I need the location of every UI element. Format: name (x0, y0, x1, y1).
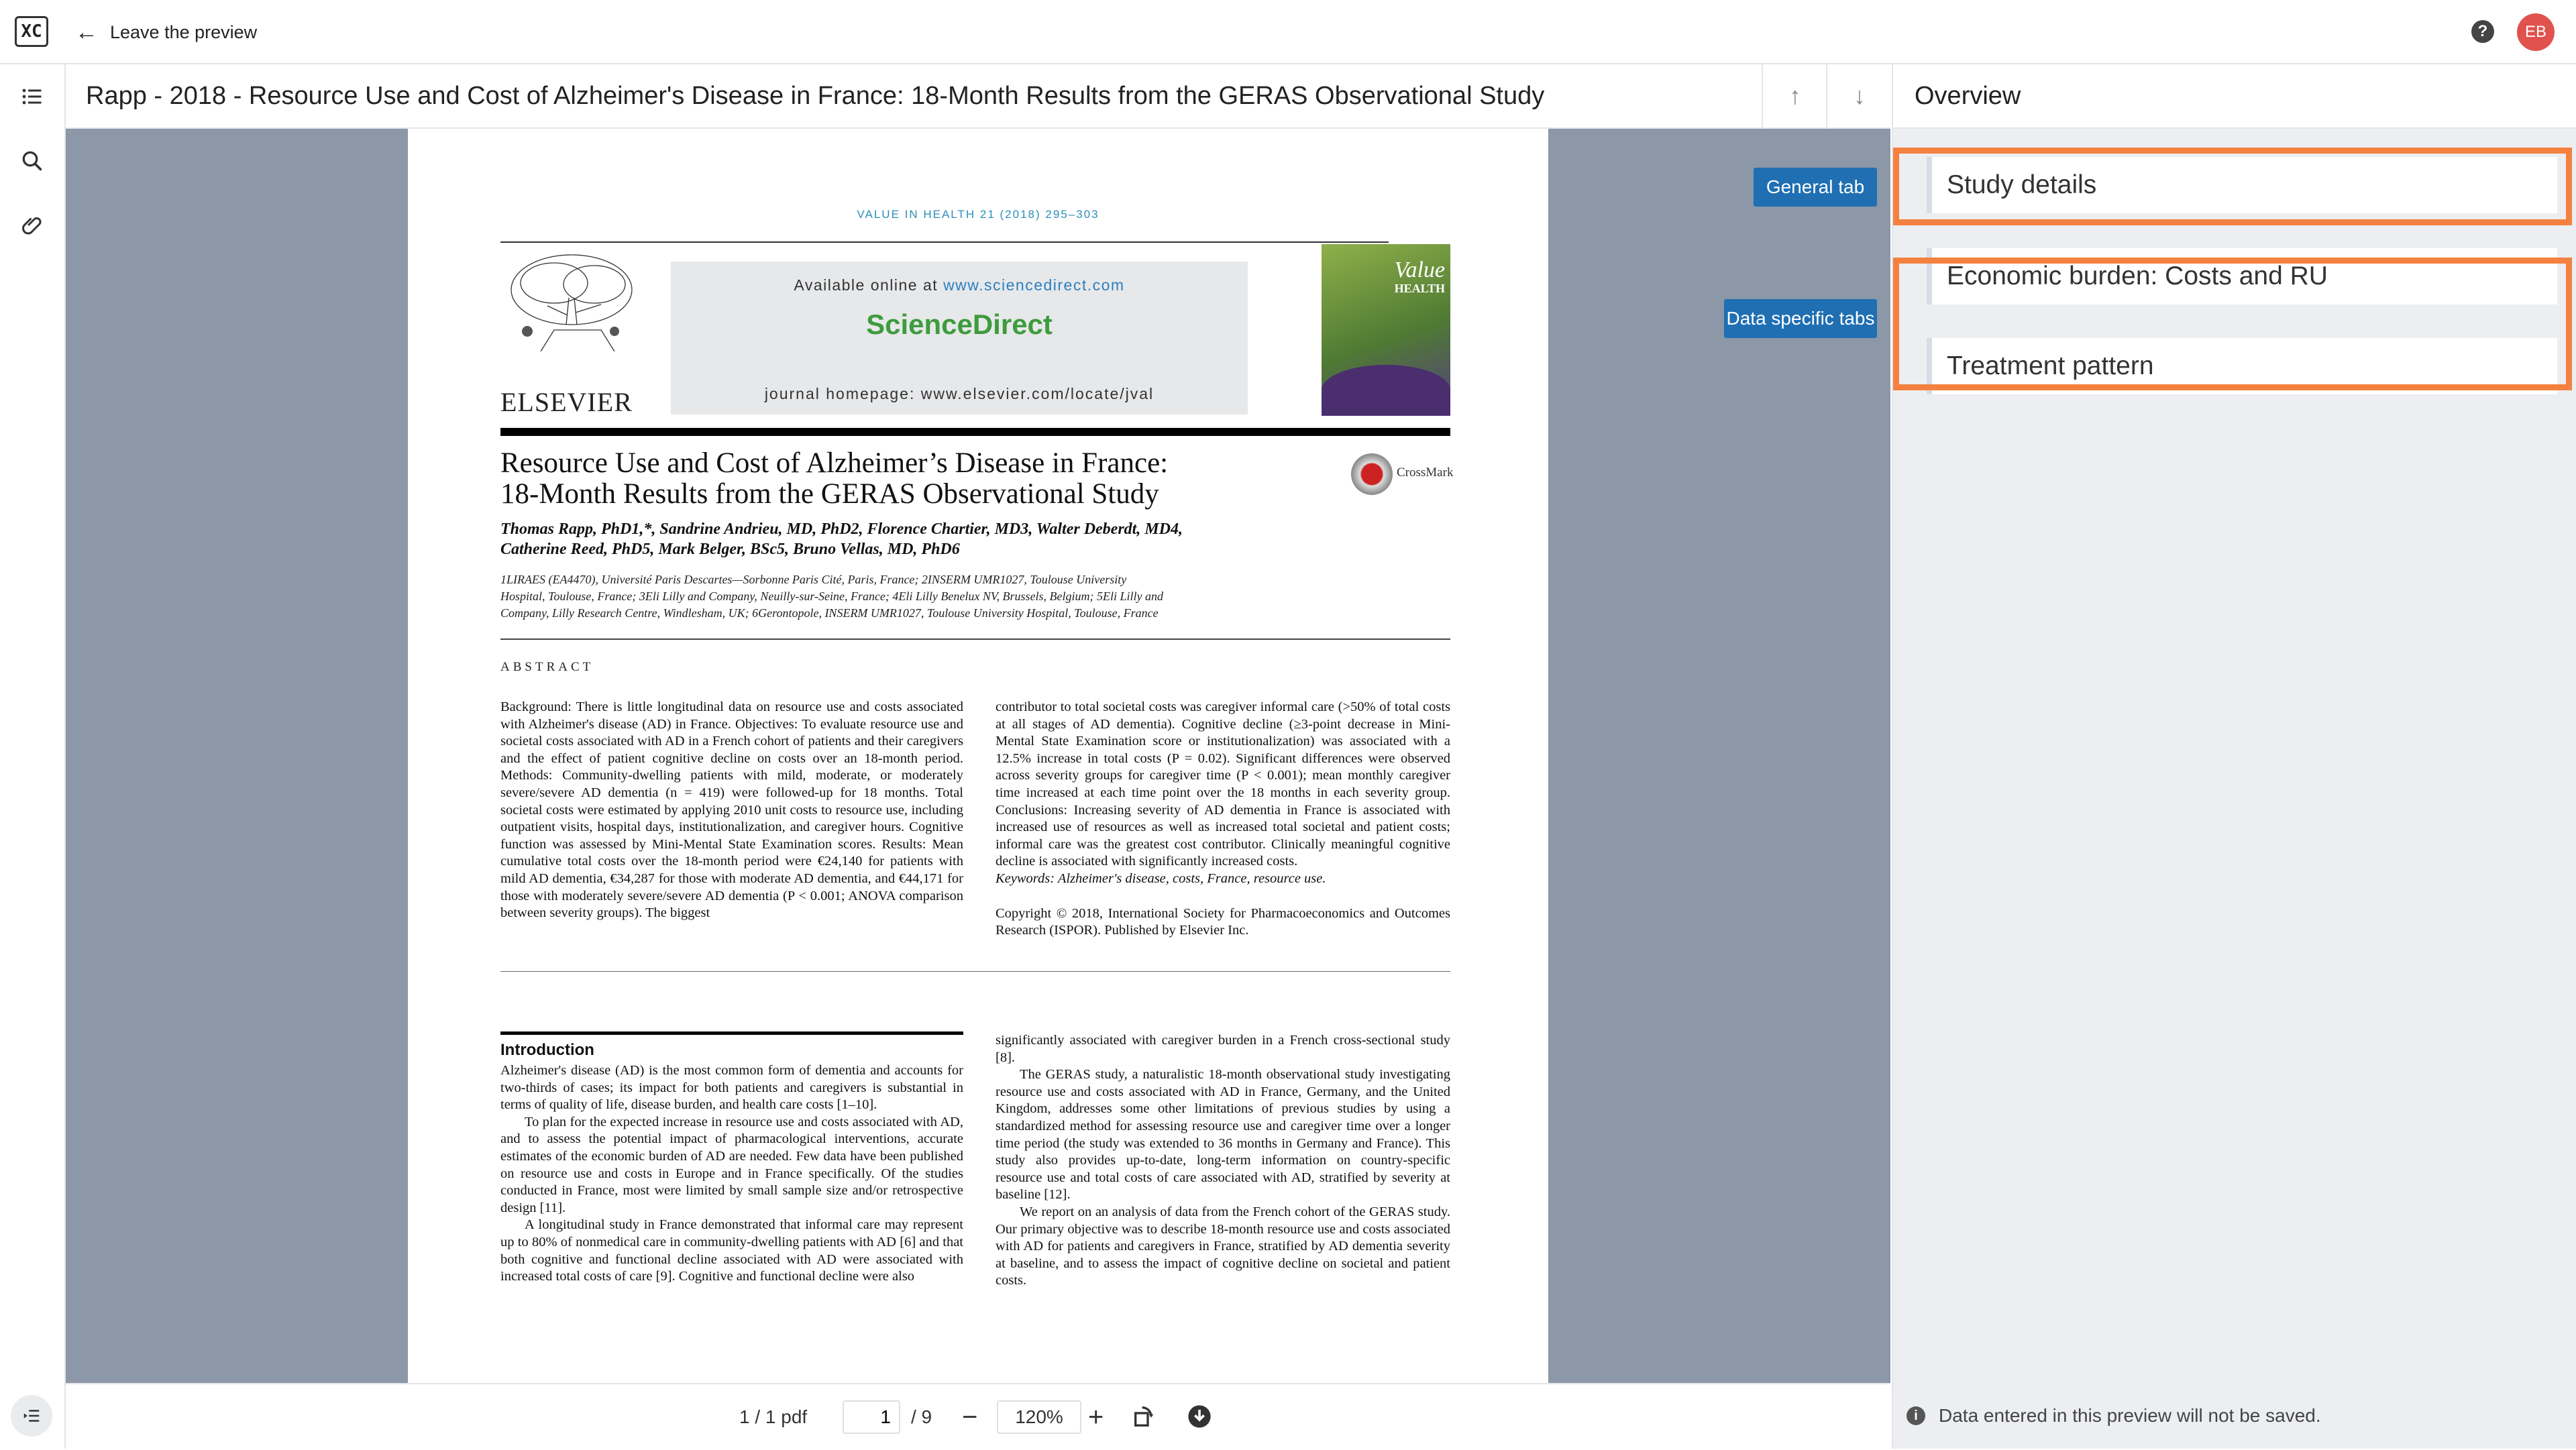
article-title-line-1: Resource Use and Cost of Alzheimer’s Disease in France: (500, 447, 1169, 479)
general-tab-button[interactable]: General tab (1754, 168, 1877, 207)
article-title (500, 448, 1339, 510)
abstract-text-left: Background: There is little longitudinal data on resource use and costs associated with Alzheimer's disease (AD) in France. Objectives: To evaluate resource use and societal costs associated with AD in a French cohort of patients and their caregivers and the effect of patient cognitive decline on costs over an 18-month period. Methods: Community-dwelling patients with mild, moderate, or moderately severe/severe AD dementia (n = 419) were followed-up for 18 months. Total societal costs were estimated by applying 2010 unit costs to resource use, including outpatient visits, hospital days, institutionalization, and caregiver hours. Cognitive function was assessed by Mini-Mental State Examination scores. Results: Mean cumulative total costs over the 18-month period were €24,140 for patients with mild AD dementia, €34,287 for those with moderate AD dementia, and €44,171 for those with moderately severe/severe AD dementia (P < 0.001; ANOVA comparison between severity groups). The biggest (500, 700, 963, 921)
journal-homepage[interactable]: journal homepage: www.elsevier.com/locate/jval (764, 385, 1155, 402)
leave-preview-button[interactable] (75, 13, 257, 51)
sciencedirect-url[interactable]: www.sciencedirect.com (943, 276, 1125, 294)
overview-panel (1892, 64, 2576, 1449)
affiliation-line-2: Hospital, Toulouse, France; 3Eli Lilly and Company, Neuilly-sur-Seine, France; 4Eli Lilly Benelux NV, Brussels, Belgium; 5Eli Lilly and (500, 590, 1164, 603)
right-paragraph-3: We report on an analysis of data from the French cohort of the GERAS study. Our primary objective was to describe 18-month resource use and costs associated with AD for patients and caregivers in France, stratified by AD dementia severity at baseline, and to assess the impact of cognitive decline on societal and patient costs. (996, 1204, 1450, 1288)
authors (500, 519, 1453, 559)
abstract-right-column (996, 699, 1450, 940)
abstract-text-right: contributor to total societal costs was caregiver informal care (>50% of total costs at all stages of AD dementia). Cognitive decline (≥3-point decrease in Mini-Mental State Examination score or institutionalization) was associated with a 12.5% increase in total costs (P = 0.02). Significant differences were observed across severity groups for caregiver time (P < 0.001); mean monthly caregiver time increased at each time point over the 18 months in each severity group. Conclusions: Increasing severity of AD dementia in France is associated with increased use of resources as well as increased total societal and patient costs; informal care was the greatest cost contributor. Clinically meaningful cognitive decline is associated with significantly increased costs. (996, 700, 1450, 869)
elsevier-wordmark: ELSEVIER (500, 387, 633, 417)
right-paragraph-2: The GERAS study, a naturalistic 18-month observational study investigating resource use and costs associated with AD in France, Germany, and the United Kingdom, addresses some other limitations of previous studies by using a standardized method for assessing resource use and caregiver time over a longer time period (the study was extended to 36 months in Germany and France). This study also provides up-to-date, long-term information on country-specific resource use and total costs of care associated with AD, stratified by severity at baseline [12]. (996, 1067, 1450, 1203)
overview-header (1893, 64, 2576, 129)
intro-paragraph-2: To plan for the expected increase in resource use and costs associated with AD, and to assess the potential impact of pharmacological interventions, accurate estimates of the economic burden of AD are needed. Few data have been published on resource use and costs in Europe and in France specifically. Of the studies conducted in France, most were limited by small sample size and/or retrospective design [11]. (500, 1114, 963, 1215)
right-paragraph-1: significantly associated with caregiver burden in a French cross-sectional study [8]. (996, 1033, 1450, 1065)
affiliations (500, 571, 1453, 622)
viewer-toolbar (66, 1383, 1890, 1450)
overview-item-label: Study details (1947, 170, 2097, 199)
plus-icon: + (1088, 1402, 1104, 1432)
elsevier-tree-logo (500, 251, 643, 351)
zoom-level-input[interactable]: 120% (997, 1400, 1081, 1434)
crossmark-label: CrossMark (1397, 465, 1454, 480)
crossmark-icon[interactable] (1351, 453, 1393, 495)
user-avatar[interactable]: EB (2517, 13, 2555, 51)
journal-cover-image (1322, 244, 1450, 416)
document-title-bar (66, 64, 1890, 129)
intro-paragraph-1: Alzheimer's disease (AD) is the most common form of dementia and accounts for two-thirds of cases; its impact for both patients and caregivers is substantial in terms of quality of life, disease burden, and health care costs [1–10]. (500, 1063, 963, 1113)
preview-notice (1893, 1383, 2576, 1449)
paperclip-icon[interactable] (16, 209, 48, 241)
affiliation-line-3: Company, Lilly Research Centre, Windlesham, UK; 6Gerontopole, INSERM UMR1027, Toulouse University Hospital, Toulouse, France (500, 606, 1159, 620)
data-specific-tabs-highlight (1893, 258, 2572, 390)
abstract-rule (500, 638, 1450, 640)
abstract-heading: ABSTRACT (500, 660, 594, 674)
minus-icon: − (962, 1402, 978, 1432)
arrow-up-icon: ↑ (1789, 82, 1801, 109)
leave-preview-label: Leave the preview (110, 21, 258, 42)
top-bar (0, 0, 2576, 64)
document-title: Rapp - 2018 - Resource Use and Cost of Alzheimer's Disease in France: 18-Month Results from the GERAS Observational Study (86, 82, 1545, 110)
page-number-input[interactable] (843, 1400, 900, 1434)
page-total: / 9 (911, 1406, 932, 1427)
intro-rule (500, 1031, 963, 1035)
authors-line-2: Catherine Reed, PhD5, Mark Belger, BSc5, Bruno Vellas, MD, PhD6 (500, 541, 960, 558)
abstract-left-column (500, 699, 963, 922)
title-rule (500, 428, 1450, 436)
cover-title: Value (1394, 258, 1445, 282)
keywords: Keywords: Alzheimer's disease, costs, France, resource use. (996, 871, 1326, 886)
download-icon[interactable] (1186, 1403, 1213, 1430)
left-rail (0, 64, 66, 1449)
available-online-text: Available online at (794, 276, 938, 294)
sciencedirect-logo: ScienceDirect (866, 309, 1053, 340)
abstract-end-rule (500, 971, 1450, 972)
pdf-page (408, 129, 1548, 1383)
pdf-viewer[interactable] (66, 129, 1890, 1383)
intro-right-column (996, 1032, 1450, 1290)
authors-line-1: Thomas Rapp, PhD1,*, Sandrine Andrieu, MD, PhD2, Florence Chartier, MD3, Walter Deberdt, MD4, (500, 520, 1183, 538)
search-icon[interactable] (16, 145, 48, 177)
article-title-line-2: 18-Month Results from the GERAS Observational Study (500, 478, 1159, 510)
next-document-button[interactable] (1826, 64, 1892, 127)
overview-item-label: Economic burden: Costs and RU (1947, 262, 2328, 290)
list-icon[interactable] (16, 80, 48, 113)
data-specific-tabs-button[interactable]: Data specific tabs (1724, 299, 1877, 338)
intro-paragraph-3: A longitudinal study in France demonstrated that informal care may represent up to 80% of nonmedical care in community-dwelling patients with AD [6] and that both cognitive and functional decline associated with AD were associated with increased total costs of care [9]. Cognitive and functional decline were also (500, 1217, 963, 1284)
overview-title: Overview (1915, 82, 2021, 110)
intro-left-column (500, 1038, 963, 1286)
copyright: Copyright © 2018, International Society for Pharmacoeconomics and Outcomes Research (ISPOR). Published by Elsevier Inc. (996, 905, 1450, 938)
arrow-down-icon: ↓ (1854, 82, 1866, 109)
info-icon: i (1907, 1406, 1925, 1425)
affiliation-line-1: 1LIRAES (EA4470), Université Paris Descartes—Sorbonne Paris Cité, Paris, France; 2INSERM UMR1027, Toulouse University (500, 573, 1127, 586)
rotate-icon[interactable] (1131, 1403, 1158, 1430)
sciencedirect-banner (671, 262, 1248, 414)
header-rule (500, 241, 1389, 243)
journal-header: VALUE IN HEALTH 21 (2018) 295–303 (857, 208, 1099, 221)
zoom-out-button[interactable] (962, 1384, 977, 1450)
preview-notice-text: Data entered in this preview will not be saved. (1939, 1405, 2321, 1426)
general-tab-highlight (1893, 148, 2572, 225)
arrow-left-icon: ← (75, 19, 98, 45)
previous-document-button[interactable] (1762, 64, 1827, 127)
outline-toggle-icon[interactable] (11, 1395, 52, 1437)
zoom-in-button[interactable] (1088, 1384, 1104, 1450)
cover-subtitle: HEALTH (1394, 282, 1445, 295)
help-icon[interactable]: ? (2471, 20, 2494, 43)
app-logo[interactable]: XC (15, 16, 48, 47)
pdf-count: 1 / 1 pdf (739, 1406, 808, 1427)
intro-heading: Introduction (500, 1041, 594, 1059)
overview-item-label: Treatment pattern (1947, 351, 2154, 380)
